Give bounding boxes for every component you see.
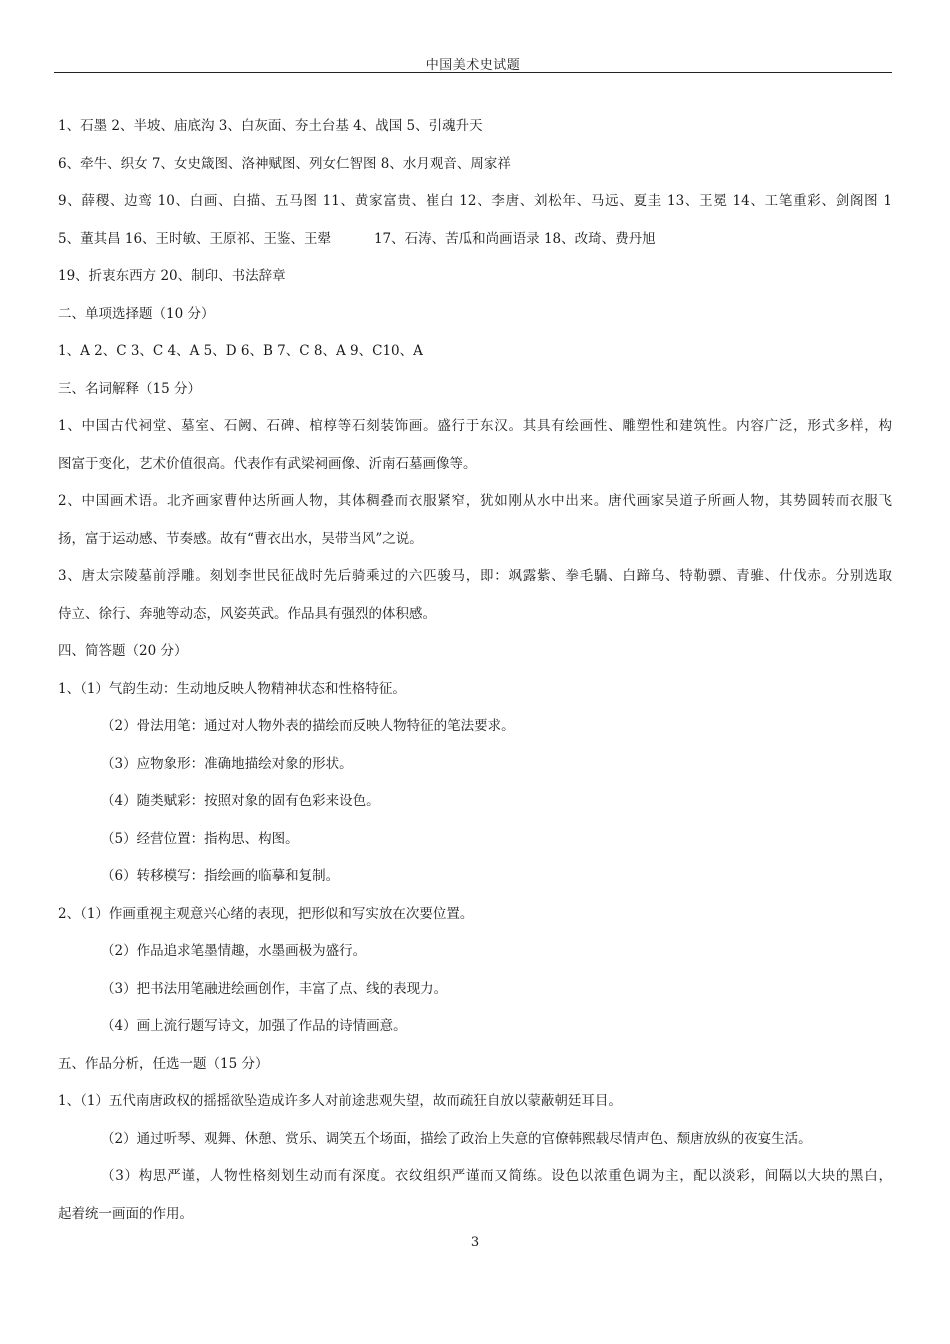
text-line: 19、折衷东西方 20、制印、书法辞章 (58, 268, 286, 284)
text-line: 四、简答题（20 分） (58, 643, 188, 659)
text-line: （2）骨法用笔：通过对人物外表的描绘而反映人物特征的笔法要求。 (101, 718, 515, 734)
text-line: 2、（1）作画重视主观意兴心绪的表现，把形似和写实放在次要位置。 (58, 905, 474, 922)
text-line: 6、牵牛、织女 7、女史箴图、洛神赋图、列女仁智图 8、水月观音、周家祥 (58, 155, 511, 172)
text-line: 1、A 2、C 3、C 4、A 5、D 6、B 7、C 8、A 9、C10、A (58, 343, 423, 359)
text-line: 5、董其昌 16、王时敏、王原祁、王鉴、王翚 17、石涛、苦瓜和尚画语录 18、改琦、费丹旭 (58, 230, 656, 247)
answer-body (58, 108, 892, 1233)
text-line: （4）画上流行题写诗文，加强了作品的诗情画意。 (101, 1018, 407, 1034)
text-line: （2）作品追求笔墨情趣，水墨画极为盛行。 (101, 943, 367, 959)
text-line: 3、唐太宗陵墓前浮雕。刻划李世民征战时先后骑乘过的六匹骏马，即：飒露紫、拳毛騧、白蹄乌、特勒骠、青骓、什伐赤。分别选取 (58, 568, 892, 584)
text-line: （3）应物象形：准确地描绘对象的形状。 (101, 755, 353, 772)
text-line: 扬，富于运动感、节奏感。故有“曹衣出水，吴带当风”之说。 (58, 530, 423, 547)
text-line: 1、（1）气韵生动：生动地反映人物精神状态和性格特征。 (58, 680, 406, 697)
text-line: 9、薛稷、边鸾 10、白画、白描、五马图 11、黄家富贵、崔白 12、李唐、刘松年、马远、夏圭 13、王冕 14、工笔重彩、剑阁图 1 (58, 193, 892, 209)
header-rule (54, 72, 892, 73)
page-header-title: 中国美术史试题 (425, 58, 521, 73)
page-number: 3 (470, 1235, 480, 1250)
text-line: （4）随类赋彩：按照对象的固有色彩来设色。 (101, 793, 380, 809)
text-line: （3）把书法用笔融进绘画创作，丰富了点、线的表现力。 (101, 980, 448, 997)
text-line: 1、（1）五代南唐政权的摇摇欲坠造成许多人对前途悲观失望，故而疏狂自放以蒙蔽朝廷耳目。 (58, 1093, 622, 1109)
text-line: 1、石墨 2、半坡、庙底沟 3、白灰面、夯土台基 4、战国 5、引魂升天 (58, 118, 483, 134)
text-line: 二、单项选择题（10 分） (58, 305, 215, 322)
text-line: （5）经营位置：指构思、构图。 (101, 830, 299, 847)
text-line: 2、中国画术语。北齐画家曹仲达所画人物，其体稠叠而衣服紧窄，犹如刚从水中出来。唐代画家吴道子所画人物，其势圆转而衣服飞 (58, 493, 892, 509)
text-line: 侍立、徐行、奔驰等动态，风姿英武。作品具有强烈的体积感。 (58, 605, 436, 622)
text-line: （2）通过听琴、观舞、休憩、赏乐、调笑五个场面，描绘了政治上失意的官僚韩熙载尽情声色、颓唐放纵的夜宴生活。 (101, 1130, 812, 1147)
text-line: （6）转移模写：指绘画的临摹和复制。 (101, 868, 340, 884)
text-line: （3）构思严谨，人物性格刻划生动而有深度。衣纹组织严谨而又简练。设色以浓重色调为主，配以淡彩，间隔以大块的黑白， (101, 1168, 892, 1184)
text-line: 三、名词解释（15 分） (58, 380, 201, 397)
text-line: 图富于变化，艺术价值很高。代表作有武梁祠画像、沂南石墓画像等。 (58, 455, 477, 472)
text-line: 五、作品分析，任选一题（15 分） (58, 1055, 269, 1072)
text-line: 起着统一画面的作用。 (58, 1205, 193, 1222)
text-line: 1、中国古代祠堂、墓室、石阙、石碑、棺椁等石刻装饰画。盛行于东汉。其具有绘画性、雕塑性和建筑性。内容广泛，形式多样，构 (58, 418, 892, 434)
